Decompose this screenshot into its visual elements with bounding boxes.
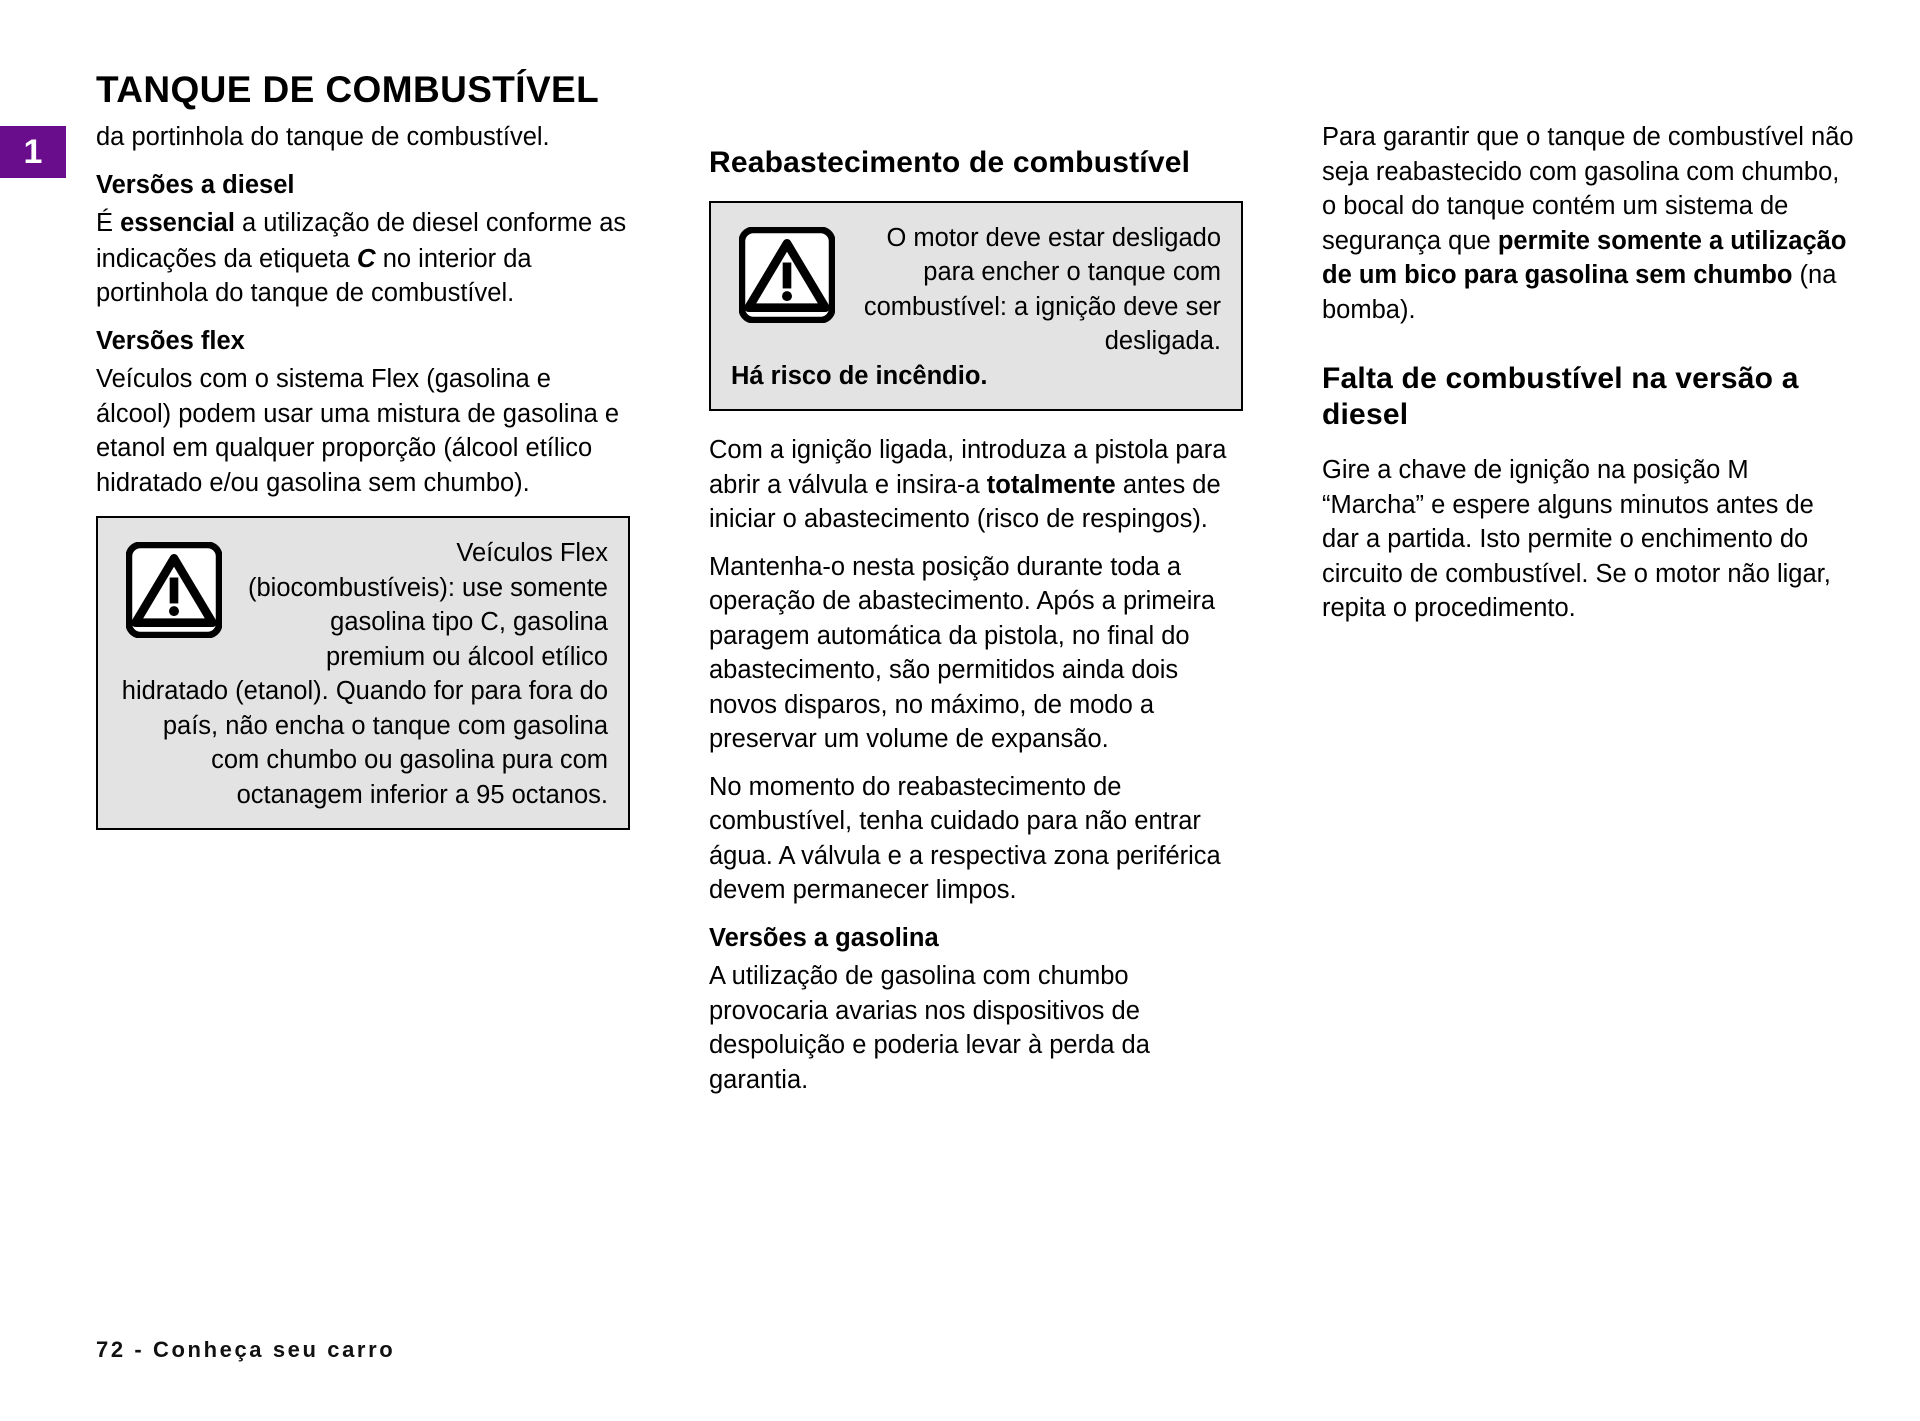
intro-paragraph: da portinhola do tanque de combustível.: [96, 123, 550, 151]
flex-paragraph: Veículos com o sistema Flex (gasolina e álcool) podem usar uma mistura de gasolina e etanol em qualquer proporção (álcool etílico hidratado e/ou gasolina sem chumbo).: [96, 365, 620, 497]
ignition-text-bold: totalmente: [986, 470, 1116, 499]
content-columns: [96, 120, 1856, 1110]
subheading-versoes-flex: Versões flex: [96, 326, 245, 355]
subheading-versoes-a-diesel: Versões a diesel: [96, 170, 295, 199]
page-footer: 72 - Conheça seu carro: [96, 1337, 396, 1362]
chapter-number-label: 1: [23, 133, 43, 171]
warning-fire-risk-text: Há risco de incêndio.: [731, 361, 988, 390]
diesel-text-part-3: no interior da portinhola do tanque de combustível.: [96, 244, 532, 307]
column-2: [709, 120, 1243, 1110]
ignition-text-part-2: antes de iniciar o abastecimento (risco de respingos).: [709, 470, 1221, 534]
nozzle-safety-paragraph: [1322, 120, 1856, 327]
warning-triangle-icon: [739, 227, 835, 323]
water-warning-paragraph: No momento do reabastecimento de combustível, tenha cuidado para não entrar água. A válvula e a respectiva zona periférica devem permanecer limpos.: [709, 772, 1221, 905]
column-3: [1322, 120, 1856, 1110]
diesel-restart-paragraph: Gire a chave de ignição na posição M “Marcha” e espere alguns minutos antes de dar a partida. Isto permite o enchimento do circuito de combustível. Se o motor não ligar, repita o procedimento.: [1322, 456, 1831, 622]
diesel-paragraph: [96, 206, 630, 311]
warning-flex-text: Veículos Flex (biocombustíveis): use somente gasolina tipo C, gasolina premium ou álcool etílico hidratado (etanol). Quando for para fora do país, não encha o tanque com gasolina com chumbo ou gasolina pura com octanagem inferior a 95 octanos.: [121, 539, 608, 809]
diesel-text-part-1: É: [96, 209, 121, 237]
warning-triangle-icon: [126, 542, 222, 638]
diesel-text-bold: essencial: [120, 209, 235, 237]
warning-box-flex: [96, 516, 630, 830]
nozzle-text-part-2: (na bomba).: [1322, 261, 1837, 324]
nozzle-text-part-1: Para garantir que o tanque de combustível não seja reabastecido com gasolina com chumbo, o bocal do tanque contém um sistema de segurança que: [1322, 123, 1854, 255]
page-title: TANQUE DE COMBUSTÍVEL: [96, 68, 600, 110]
section-heading-falta-combustivel: Falta de combustível na versão a diesel: [1322, 362, 1799, 431]
ignition-paragraph: [709, 433, 1243, 537]
ignition-text-part-1: Com a ignição ligada, introduza a pistola para abrir a válvula e insira-a: [709, 436, 1227, 499]
column-1: [96, 120, 630, 1110]
diesel-text-part-2: a utilização de diesel conforme as indicações da etiqueta: [96, 209, 627, 273]
fuel-label-c-mark: C: [356, 242, 376, 273]
warning-box-engine-off: [709, 201, 1243, 412]
section-heading-reabastecimento: Reabastecimento de combustível: [709, 145, 1191, 179]
leaded-fuel-paragraph: A utilização de gasolina com chumbo provocaria avarias nos dispositivos de despoluição e poderia levar à perda da garantia.: [709, 962, 1150, 1094]
hold-position-paragraph: Mantenha-o nesta posição durante toda a operação de abastecimento. Após a primeira paragem automática da pistola, no final do abastecimento, são permitidos ainda dois novos disparos, no máximo, de modo a preservar um volume de expansão.: [709, 552, 1216, 754]
chapter-number-tab: [0, 126, 66, 178]
warning-engine-off-main: O motor deve estar desligado para encher o tanque com combustível: a ignição deve ser desligada.: [863, 223, 1221, 356]
subheading-versoes-a-gasolina: Versões a gasolina: [709, 923, 939, 952]
nozzle-text-bold: permite somente a utilização de um bico para gasolina sem chumbo: [1322, 226, 1847, 289]
